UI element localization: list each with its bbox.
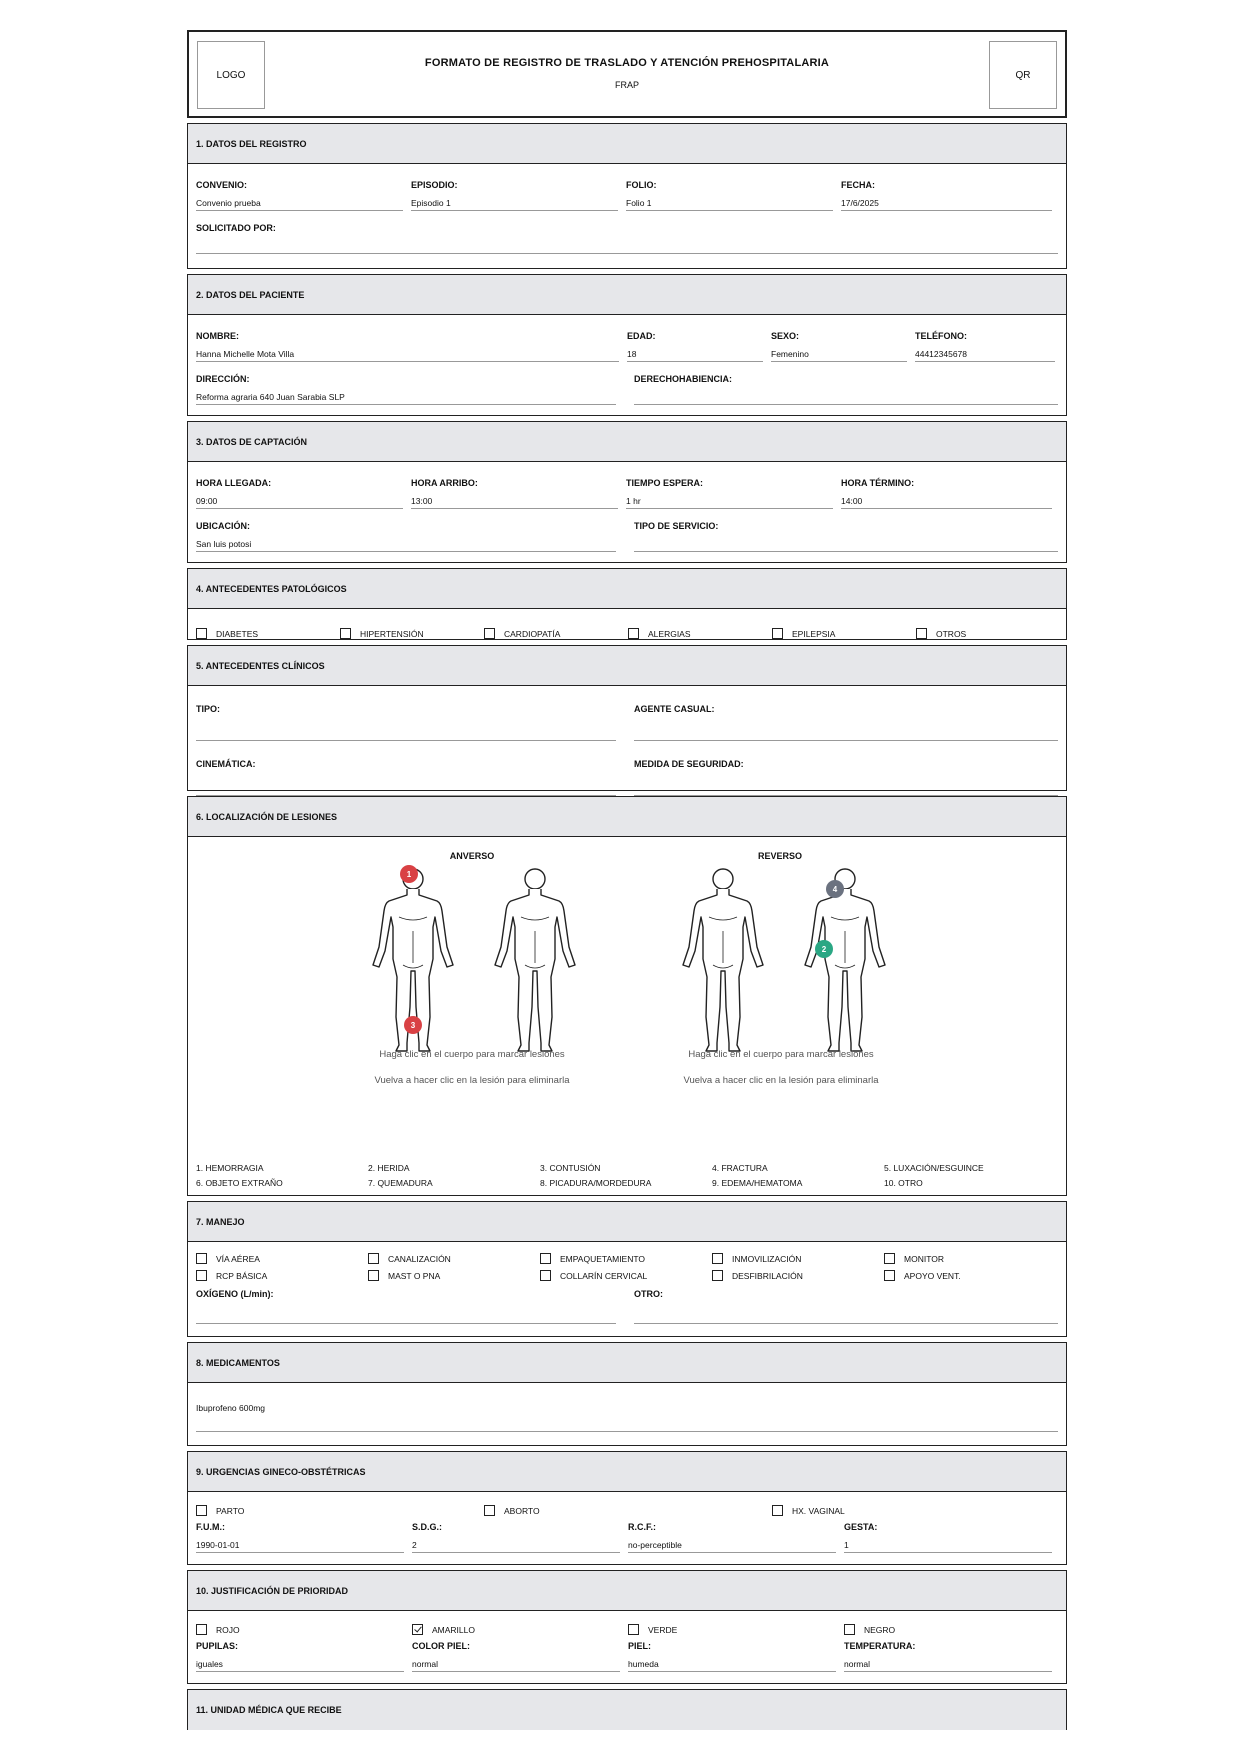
- checkbox-box[interactable]: [368, 1270, 379, 1281]
- checkbox-box[interactable]: [196, 1505, 207, 1516]
- checkbox-label: EMPAQUETAMIENTO: [560, 1254, 646, 1264]
- checkbox-apoyo-vent[interactable]: [884, 1270, 1034, 1281]
- direccion-label: DIRECCIÓN:: [196, 374, 250, 384]
- hora-arribo-label: HORA ARRIBO:: [411, 478, 478, 488]
- telefono-field[interactable]: 44412345678: [915, 347, 1055, 362]
- medida-field[interactable]: [634, 781, 1058, 796]
- section-title: 2. DATOS DEL PACIENTE: [188, 275, 1066, 315]
- checkbox-otros[interactable]: [916, 628, 1060, 639]
- hint-mark: Haga clic en el cuerpo para marcar lesiones: [688, 1049, 874, 1060]
- form-header: [187, 30, 1067, 118]
- section-title: 5. ANTECEDENTES CLÍNICOS: [188, 646, 1066, 686]
- section-title: 6. LOCALIZACIÓN DE LESIONES: [188, 797, 1066, 837]
- checkbox-box[interactable]: [772, 628, 783, 639]
- tiempo-espera-field[interactable]: 1 hr: [626, 494, 833, 509]
- checkbox-box[interactable]: [712, 1270, 723, 1281]
- checkbox-rojo[interactable]: [196, 1624, 412, 1635]
- checkbox-hx-vaginal[interactable]: [772, 1505, 972, 1516]
- otro-label: OTRO:: [634, 1289, 663, 1299]
- nombre-field[interactable]: Hanna Michelle Mota Villa: [196, 347, 619, 362]
- checkbox-empaquetamiento[interactable]: [540, 1253, 712, 1264]
- section-title: 7. MANEJO: [188, 1202, 1066, 1242]
- checkbox-label: MONITOR: [904, 1254, 944, 1264]
- checkbox-label: DESFIBRILACIÓN: [732, 1271, 803, 1281]
- piel-label: PIEL:: [628, 1641, 652, 1651]
- ubicacion-field[interactable]: San luis potosi: [196, 537, 616, 552]
- checkbox-alergias[interactable]: [628, 628, 772, 639]
- checkbox-mast-pna[interactable]: [368, 1270, 540, 1281]
- nombre-label: NOMBRE:: [196, 331, 239, 341]
- section-title: 10. JUSTIFICACIÓN DE PRIORIDAD: [188, 1571, 1066, 1611]
- checkbox-box[interactable]: [628, 628, 639, 639]
- oxigeno-field[interactable]: [196, 1309, 616, 1324]
- episodio-label: EPISODIO:: [411, 180, 458, 190]
- checkbox-label: MAST O PNA: [388, 1271, 441, 1281]
- checkbox-label: OTROS: [936, 629, 967, 639]
- piel-field[interactable]: humeda: [628, 1657, 836, 1672]
- section-paciente: [187, 274, 1067, 416]
- checkbox-label: EPILEPSIA: [792, 629, 836, 639]
- section-unidad-medica: [187, 1689, 1067, 1730]
- checkbox-rcp-basica[interactable]: [196, 1270, 368, 1281]
- section-prioridad: [187, 1570, 1067, 1684]
- cinematica-field[interactable]: [196, 781, 616, 796]
- lesion-marker[interactable]: 1: [400, 865, 418, 883]
- fum-label: F.U.M.:: [196, 1522, 225, 1532]
- reverso-title: REVERSO: [757, 851, 802, 861]
- checkbox-label: CANALIZACIÓN: [388, 1254, 451, 1264]
- derechohabiencia-field[interactable]: [634, 390, 1058, 405]
- medicamentos-field[interactable]: Ibuprofeno 600mg: [196, 1401, 1058, 1432]
- tipo-field[interactable]: [196, 726, 616, 741]
- checkbox-label: VERDE: [648, 1625, 678, 1635]
- checkbox-box[interactable]: [196, 1270, 207, 1281]
- temperatura-label: TEMPERATURA:: [844, 1641, 916, 1651]
- checkbox-diabetes[interactable]: [196, 628, 340, 639]
- checkbox-label: VÍA AÉREA: [216, 1254, 260, 1264]
- tipo-label: TIPO:: [196, 704, 220, 714]
- checkbox-label: RCP BÁSICA: [216, 1271, 268, 1281]
- ubicacion-label: UBICACIÓN:: [196, 521, 250, 531]
- section-antecedentes-clinicos: [187, 645, 1067, 791]
- checkbox-monitor[interactable]: [884, 1253, 1034, 1264]
- solicitado-label: SOLICITADO POR:: [196, 223, 276, 233]
- checkbox-box[interactable]: [844, 1624, 855, 1635]
- gesta-field[interactable]: 1: [844, 1538, 1052, 1553]
- checkbox-parto[interactable]: [196, 1505, 484, 1516]
- tipo-servicio-label: TIPO DE SERVICIO:: [634, 521, 719, 531]
- hora-llegada-field[interactable]: 09:00: [196, 494, 403, 509]
- color-piel-field[interactable]: normal: [412, 1657, 620, 1672]
- checkbox-cardiopatia[interactable]: [484, 628, 628, 639]
- lesion-marker[interactable]: 2: [815, 940, 833, 958]
- section-captacion: [187, 421, 1067, 563]
- checkbox-box[interactable]: [712, 1253, 723, 1264]
- section-title: 8. MEDICAMENTOS: [188, 1343, 1066, 1383]
- hora-termino-field[interactable]: 14:00: [841, 494, 1052, 509]
- section-antecedentes-patologicos: [187, 568, 1067, 640]
- hora-termino-label: HORA TÉRMINO:: [841, 478, 915, 488]
- edad-label: EDAD:: [627, 331, 656, 341]
- checkbox-label: APOYO VENT.: [904, 1271, 961, 1281]
- logo-placeholder: LOGO: [197, 41, 265, 109]
- sexo-label: SEXO:: [771, 331, 800, 341]
- gesta-label: GESTA:: [844, 1522, 878, 1532]
- folio-label: FOLIO:: [626, 180, 657, 190]
- checkbox-box[interactable]: [540, 1270, 551, 1281]
- checkbox-hipertension[interactable]: [340, 628, 484, 639]
- otro-field[interactable]: [634, 1309, 1058, 1324]
- checkbox-box[interactable]: [916, 628, 927, 639]
- checkbox-box[interactable]: [484, 628, 495, 639]
- checkbox-box[interactable]: [772, 1505, 783, 1516]
- legend-item: 5. LUXACIÓN/ESGUINCE: [884, 1163, 984, 1173]
- checkbox-verde[interactable]: [628, 1624, 844, 1635]
- checkbox-label: AMARILLO: [432, 1625, 475, 1635]
- body-figure-back[interactable]: [485, 867, 585, 1053]
- checkbox-box[interactable]: [628, 1624, 639, 1635]
- checkbox-box[interactable]: [340, 628, 351, 639]
- pupilas-label: PUPILAS:: [196, 1641, 239, 1651]
- lesion-marker[interactable]: 4: [826, 880, 844, 898]
- tipo-servicio-field[interactable]: [634, 537, 1058, 552]
- qr-placeholder: QR: [989, 41, 1057, 109]
- edad-field[interactable]: 18: [627, 347, 763, 362]
- tiempo-espera-label: TIEMPO ESPERA:: [626, 478, 704, 488]
- sdg-label: S.D.G.:: [412, 1522, 443, 1532]
- checkbox-canalizacion[interactable]: [368, 1253, 540, 1264]
- lesion-marker[interactable]: 3: [404, 1016, 422, 1034]
- checkbox-via-aerea[interactable]: [196, 1253, 368, 1264]
- checkbox-label: PARTO: [216, 1506, 245, 1516]
- body-diagram-area[interactable]: [188, 837, 1066, 1195]
- checkbox-aborto[interactable]: [484, 1505, 772, 1516]
- folio-field[interactable]: Folio 1: [626, 196, 833, 211]
- direccion-field[interactable]: Reforma agraria 640 Juan Sarabia SLP: [196, 390, 616, 405]
- section-gineco: [187, 1451, 1067, 1565]
- page-subtitle: FRAP: [614, 80, 639, 90]
- section-lesiones: [187, 796, 1067, 1196]
- legend-item: 8. PICADURA/MORDEDURA: [540, 1178, 652, 1188]
- checkbox-box-checked[interactable]: [412, 1624, 423, 1635]
- section-medicamentos: [187, 1342, 1067, 1446]
- rcf-label: R.C.F.:: [628, 1522, 656, 1532]
- agente-field[interactable]: [634, 726, 1058, 741]
- checkbox-box[interactable]: [368, 1253, 379, 1264]
- section-title: 11. UNIDAD MÉDICA QUE RECIBE: [188, 1690, 1066, 1730]
- legend-item: 1. HEMORRAGIA: [196, 1163, 264, 1173]
- body-figure-front-2[interactable]: [673, 867, 773, 1053]
- checkbox-collarin[interactable]: [540, 1270, 712, 1281]
- legend-item: 6. OBJETO EXTRAÑO: [196, 1178, 283, 1188]
- convenio-field[interactable]: Convenio prueba: [196, 196, 403, 211]
- section-title: 4. ANTECEDENTES PATOLÓGICOS: [188, 569, 1066, 609]
- legend-item: 7. QUEMADURA: [368, 1178, 433, 1188]
- body-figure-back-2[interactable]: [795, 867, 895, 1053]
- medida-label: MEDIDA DE SEGURIDAD:: [634, 759, 744, 769]
- section-title: 3. DATOS DE CAPTACIÓN: [188, 422, 1066, 462]
- legend-item: 4. FRACTURA: [712, 1163, 768, 1173]
- checkbox-box[interactable]: [540, 1253, 551, 1264]
- telefono-label: TELÉFONO:: [915, 331, 967, 341]
- lesion-legend: [188, 1161, 1056, 1191]
- checkbox-box[interactable]: [196, 1624, 207, 1635]
- color-piel-label: COLOR PIEL:: [412, 1641, 470, 1651]
- pupilas-field[interactable]: iguales: [196, 1657, 404, 1672]
- checkbox-box[interactable]: [196, 1253, 207, 1264]
- hint-remove: Vuelva a hacer clic en la lesión para eliminarla: [374, 1075, 570, 1086]
- checkbox-label: INMOVILIZACIÓN: [732, 1254, 802, 1264]
- checkbox-label: COLLARÍN CERVICAL: [560, 1271, 648, 1281]
- episodio-field[interactable]: Episodio 1: [411, 196, 618, 211]
- section-registro: [187, 123, 1067, 269]
- checkbox-negro[interactable]: [844, 1624, 1044, 1635]
- checkbox-inmovilizacion[interactable]: [712, 1253, 884, 1264]
- temperatura-field[interactable]: normal: [844, 1657, 1052, 1672]
- fecha-field[interactable]: 17/6/2025: [841, 196, 1052, 211]
- legend-item: 9. EDEMA/HEMATOMA: [712, 1178, 803, 1188]
- fum-field[interactable]: 1990-01-01: [196, 1538, 404, 1553]
- checkbox-box[interactable]: [884, 1270, 895, 1281]
- derechohabiencia-label: DERECHOHABIENCIA:: [634, 374, 733, 384]
- page-title: FORMATO DE REGISTRO DE TRASLADO Y ATENCIÓN PREHOSPITALARIA: [424, 57, 830, 69]
- convenio-label: CONVENIO:: [196, 180, 248, 190]
- fecha-label: FECHA:: [841, 180, 875, 190]
- checkbox-box[interactable]: [884, 1253, 895, 1264]
- checkbox-box[interactable]: [484, 1505, 495, 1516]
- checkbox-label: ALERGIAS: [648, 629, 691, 639]
- checkbox-label: ROJO: [216, 1625, 240, 1635]
- legend-item: 10. OTRO: [884, 1178, 923, 1188]
- section-manejo: [187, 1201, 1067, 1337]
- agente-label: AGENTE CASUAL:: [634, 704, 715, 714]
- section-title: 1. DATOS DEL REGISTRO: [188, 124, 1066, 164]
- checkbox-epilepsia[interactable]: [772, 628, 916, 639]
- oxigeno-label: OXÍGENO (L/min):: [196, 1289, 274, 1299]
- hint-remove: Vuelva a hacer clic en la lesión para eliminarla: [683, 1075, 879, 1086]
- checkbox-label: CARDIOPATÍA: [504, 629, 561, 639]
- cinematica-label: CINEMÁTICA:: [196, 759, 256, 769]
- checkbox-label: HX. VAGINAL: [792, 1506, 845, 1516]
- checkbox-label: DIABETES: [216, 629, 259, 639]
- legend-item: 2. HERIDA: [368, 1163, 410, 1173]
- section-title: 9. URGENCIAS GINECO-OBSTÉTRICAS: [188, 1452, 1066, 1492]
- checkbox-amarillo[interactable]: [412, 1624, 628, 1635]
- checkbox-label: HIPERTENSIÓN: [360, 629, 424, 639]
- anverso-title: ANVERSO: [449, 851, 495, 861]
- rcf-field[interactable]: no-perceptible: [628, 1538, 836, 1553]
- sexo-field[interactable]: Femenino: [771, 347, 907, 362]
- solicitado-field[interactable]: [196, 239, 1058, 254]
- hora-llegada-label: HORA LLEGADA:: [196, 478, 272, 488]
- checkbox-desfibrilacion[interactable]: [712, 1270, 884, 1281]
- checkbox-box[interactable]: [196, 628, 207, 639]
- legend-item: 3. CONTUSIÓN: [540, 1163, 601, 1173]
- checkbox-label: NEGRO: [864, 1625, 896, 1635]
- hint-mark: Haga clic en el cuerpo para marcar lesiones: [379, 1049, 565, 1060]
- sdg-field[interactable]: 2: [412, 1538, 620, 1553]
- checkbox-label: ABORTO: [504, 1506, 540, 1516]
- hora-arribo-field[interactable]: 13:00: [411, 494, 618, 509]
